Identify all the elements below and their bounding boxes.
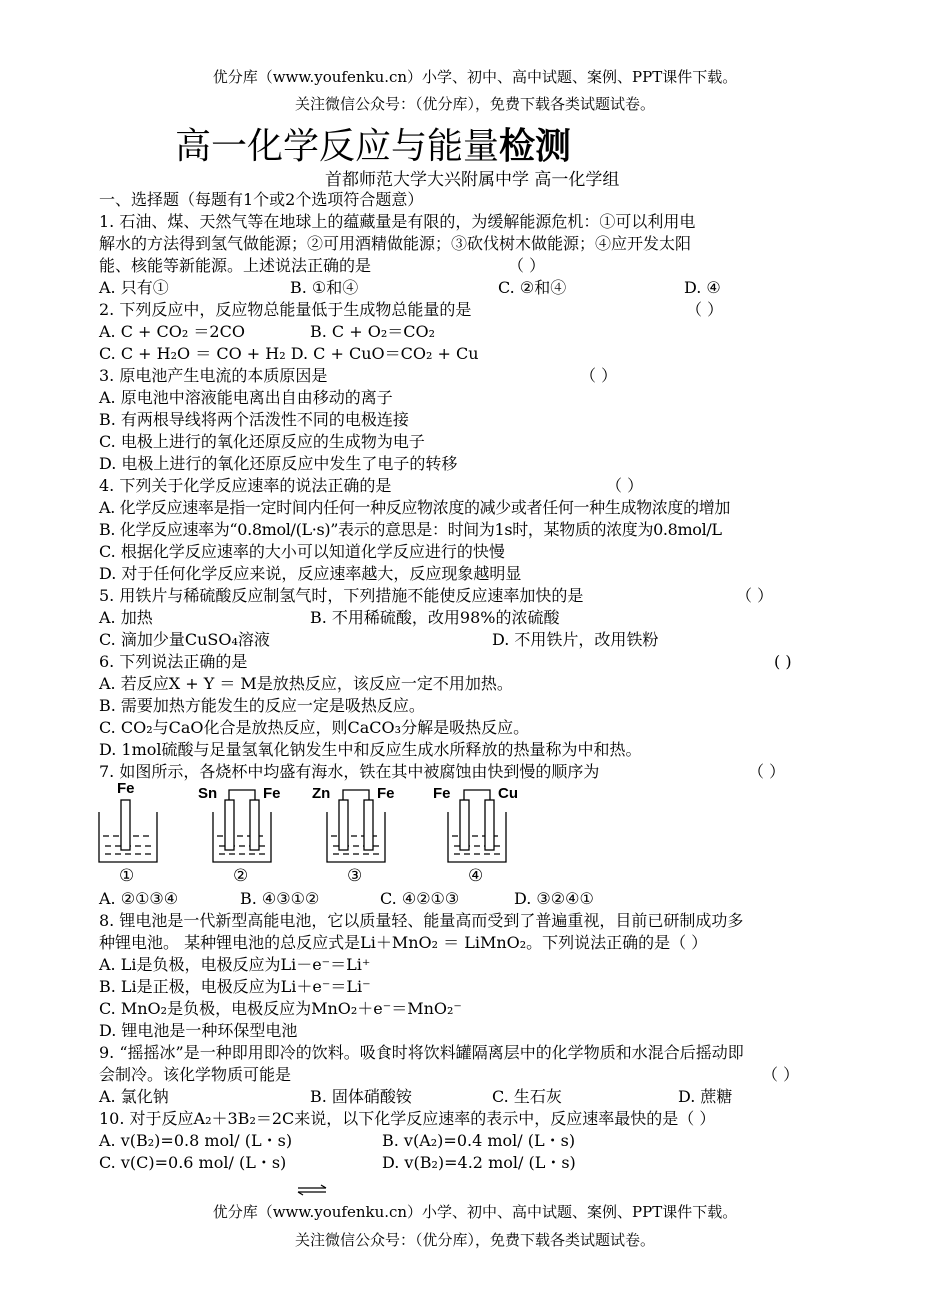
q2-option-a: A. C + CO₂ ＝2CO <box>99 322 245 341</box>
q1-option-b: B. ①和④ <box>290 278 359 297</box>
q5-option-b: B. 不用稀硫酸，改用98%的浓硫酸 <box>310 608 560 627</box>
q9-option-b: B. 固体硝酸铵 <box>310 1087 412 1106</box>
beaker-4-electrode-left <box>460 800 469 850</box>
q6-option-a: A. 若反应X + Y ＝ M是放热反应，该反应一定不用加热。 <box>99 674 513 693</box>
q4-option-b: B. 化学反应速率为“0.8mol/(L·s)”表示的意思是：时间为1s时，某物质的浓度为0.8mol/L <box>99 520 722 539</box>
q9-stem-line-1: 9. “摇摇冰”是一种即用即冷的饮料。吸食时将饮料罐隔离层中的化学物质和水混合后摇动即 <box>99 1043 744 1062</box>
section-heading: 一、选择题（每题有1个或2个选项符合题意） <box>99 190 424 209</box>
beaker-3-electrode-right <box>364 800 373 850</box>
footer-line-2: 关注微信公众号：（优分库），免费下载各类试题试卷。 <box>294 1231 655 1249</box>
footer-line-1: 优分库（www.youfenku.cn）小学、初中、高中试题、案例、PPT课件下载。 <box>212 1203 738 1221</box>
beaker-2-number: ② <box>233 866 249 885</box>
q9-option-d: D. 蔗糖 <box>678 1087 733 1106</box>
q8-option-c: C. MnO₂是负极，电极反应为MnO₂＋e⁻＝MnO₂⁻ <box>99 999 462 1018</box>
beaker-1-electrode <box>121 800 130 850</box>
q3-option-d: D. 电极上进行的氧化还原反应中发生了电子的转移 <box>99 454 458 473</box>
q8-option-a: A. Li是负极，电极反应为Li－e⁻＝Li⁺ <box>99 955 371 974</box>
q7-option-a: A. ②①③④ <box>99 889 179 908</box>
q1-option-c: C. ②和④ <box>498 278 567 297</box>
beaker-diagram <box>95 780 555 885</box>
q4-stem: 4. 下列关于化学反应速率的说法正确的是 <box>99 476 392 495</box>
beaker-4-label-right: Cu <box>498 785 518 802</box>
q1-answer-paren: （ ） <box>508 256 546 275</box>
q6-option-d: D. 1mol硫酸与足量氢氧化钠发生中和反应生成水所释放的热量称为中和热。 <box>99 740 642 759</box>
q1-stem-line-3: 能、核能等新能源。上述说法正确的是 <box>99 256 372 275</box>
beaker-3-number: ③ <box>347 866 363 885</box>
q3-option-a: A. 原电池中溶液能电离出自由移动的离子 <box>99 388 393 407</box>
beaker-2-wire <box>229 790 255 800</box>
q2-option-cd: C. C + H₂O ＝ CO + H₂ D. C + CuO＝CO₂ + Cu <box>99 344 479 363</box>
beaker-4-label-left: Fe <box>433 785 451 802</box>
q3-option-b: B. 有两根导线将两个活泼性不同的电极连接 <box>99 410 409 429</box>
q8-stem-line-1: 8. 锂电池是一代新型高能电池，它以质量轻、能量高而受到了普遍重视，目前已研制成功多 <box>99 911 744 930</box>
q5-stem: 5. 用铁片与稀硫酸反应制氢气时，下列措施不能使反应速率加快的是 <box>99 586 584 605</box>
beaker-1 <box>99 800 157 862</box>
beaker-3-wire <box>343 790 369 800</box>
q1-stem-line-1: 1. 石油、煤、天然气等在地球上的蕴藏量是有限的，为缓解能源危机：①可以利用电 <box>99 212 696 231</box>
page-subtitle: 首都师范大学大兴附属中学 高一化学组 <box>325 170 620 190</box>
q7-option-b: B. ④③①② <box>240 889 320 908</box>
q1-option-d: D. ④ <box>684 278 721 297</box>
beaker-3-label-left: Zn <box>312 785 331 802</box>
q1-option-a: A. 只有① <box>99 278 169 297</box>
q2-stem: 2. 下列反应中，反应物总能量低于生成物总能量的是 <box>99 300 472 319</box>
q7-option-d: D. ③②④① <box>514 889 594 908</box>
q8-stem-line-2: 种锂电池。 某种锂电池的总反应式是Li＋MnO₂ ＝ LiMnO₂。下列说法正确的是（ ） <box>99 933 708 952</box>
q9-option-a: A. 氯化钠 <box>99 1087 169 1106</box>
q5-option-c: C. 滴加少量CuSO₄溶液 <box>99 630 270 649</box>
q5-option-a: A. 加热 <box>99 608 153 627</box>
q2-option-b: B. C + O₂＝CO₂ <box>310 322 436 341</box>
q7-answer-paren: （ ） <box>748 762 786 781</box>
q4-option-c: C. 根据化学反应速率的大小可以知道化学反应进行的快慢 <box>99 542 505 561</box>
q8-option-d: D. 锂电池是一种环保型电池 <box>99 1021 298 1040</box>
q7-stem: 7. 如图所示，各烧杯中均盛有海水，铁在其中被腐蚀由快到慢的顺序为 <box>99 762 600 781</box>
beaker-1-number: ① <box>119 866 135 885</box>
q10-stem: 10. 对于反应A₂＋3B₂＝2C来说，以下化学反应速率的表示中，反应速率最快的是（ ） <box>99 1109 716 1128</box>
q2-answer-paren: （ ） <box>686 300 724 319</box>
q9-answer-paren: （ ） <box>762 1065 800 1084</box>
beaker-2-label-left: Sn <box>198 785 218 802</box>
header-line-2: 关注微信公众号：（优分库），免费下载各类试题试卷。 <box>294 95 655 113</box>
q8-option-b: B. Li是正极，电极反应为Li＋e⁻＝Li⁻ <box>99 977 371 996</box>
page-title: 高一化学反应与能量检测 <box>175 126 572 167</box>
q6-stem: 6. 下列说法正确的是 <box>99 652 248 671</box>
q3-stem: 3. 原电池产生电流的本质原因是 <box>99 366 328 385</box>
beaker-1-label: Fe <box>117 780 135 797</box>
beaker-4-number: ④ <box>468 866 484 885</box>
beaker-4-electrode-right <box>485 800 494 850</box>
q4-option-a: A. 化学反应速率是指一定时间内任何一种反应物浓度的减少或者任何一种生成物浓度的增加 <box>99 498 731 517</box>
q4-answer-paren: （ ） <box>606 476 644 495</box>
q9-stem-line-2: 会制冷。该化学物质可能是 <box>99 1065 292 1084</box>
beaker-2-label-right: Fe <box>263 785 281 802</box>
q6-option-c: C. CO₂与CaO化合是放热反应，则CaCO₃分解是吸热反应。 <box>99 718 530 737</box>
q10-option-c: C. v(C)=0.6 mol/ (L・s) <box>99 1153 287 1172</box>
q5-option-d: D. 不用铁片，改用铁粉 <box>492 630 659 649</box>
beaker-3-electrode-left <box>339 800 348 850</box>
beaker-3-label-right: Fe <box>377 785 395 802</box>
reversible-arrow-icon <box>297 1184 327 1196</box>
q6-option-b: B. 需要加热方能发生的反应一定是吸热反应。 <box>99 696 425 715</box>
q6-answer-paren: ( ) <box>774 652 792 671</box>
q10-option-a: A. v(B₂)=0.8 mol/ (L・s) <box>99 1131 293 1150</box>
q4-option-d: D. 对于任何化学反应来说，反应速率越大，反应现象越明显 <box>99 564 522 583</box>
q10-option-d: D. v(B₂)=4.2 mol/ (L・s) <box>382 1153 576 1172</box>
q7-option-c: C. ④②①③ <box>380 889 460 908</box>
beaker-4-wire <box>464 790 490 800</box>
q5-answer-paren: （ ） <box>736 586 774 605</box>
q3-answer-paren: （ ） <box>580 366 618 385</box>
beaker-2-electrode-right <box>250 800 259 850</box>
header-line-1: 优分库（www.youfenku.cn）小学、初中、高中试题、案例、PPT课件下载。 <box>212 68 738 86</box>
beaker-2-electrode-left <box>225 800 234 850</box>
q9-option-c: C. 生石灰 <box>492 1087 562 1106</box>
q3-option-c: C. 电极上进行的氧化还原反应的生成物为电子 <box>99 432 425 451</box>
q1-stem-line-2: 解水的方法得到氢气做能源；②可用酒精做能源；③砍伐树木做能源；④应开发太阳 <box>99 234 692 253</box>
q10-option-b: B. v(A₂)=0.4 mol/ (L・s) <box>382 1131 576 1150</box>
